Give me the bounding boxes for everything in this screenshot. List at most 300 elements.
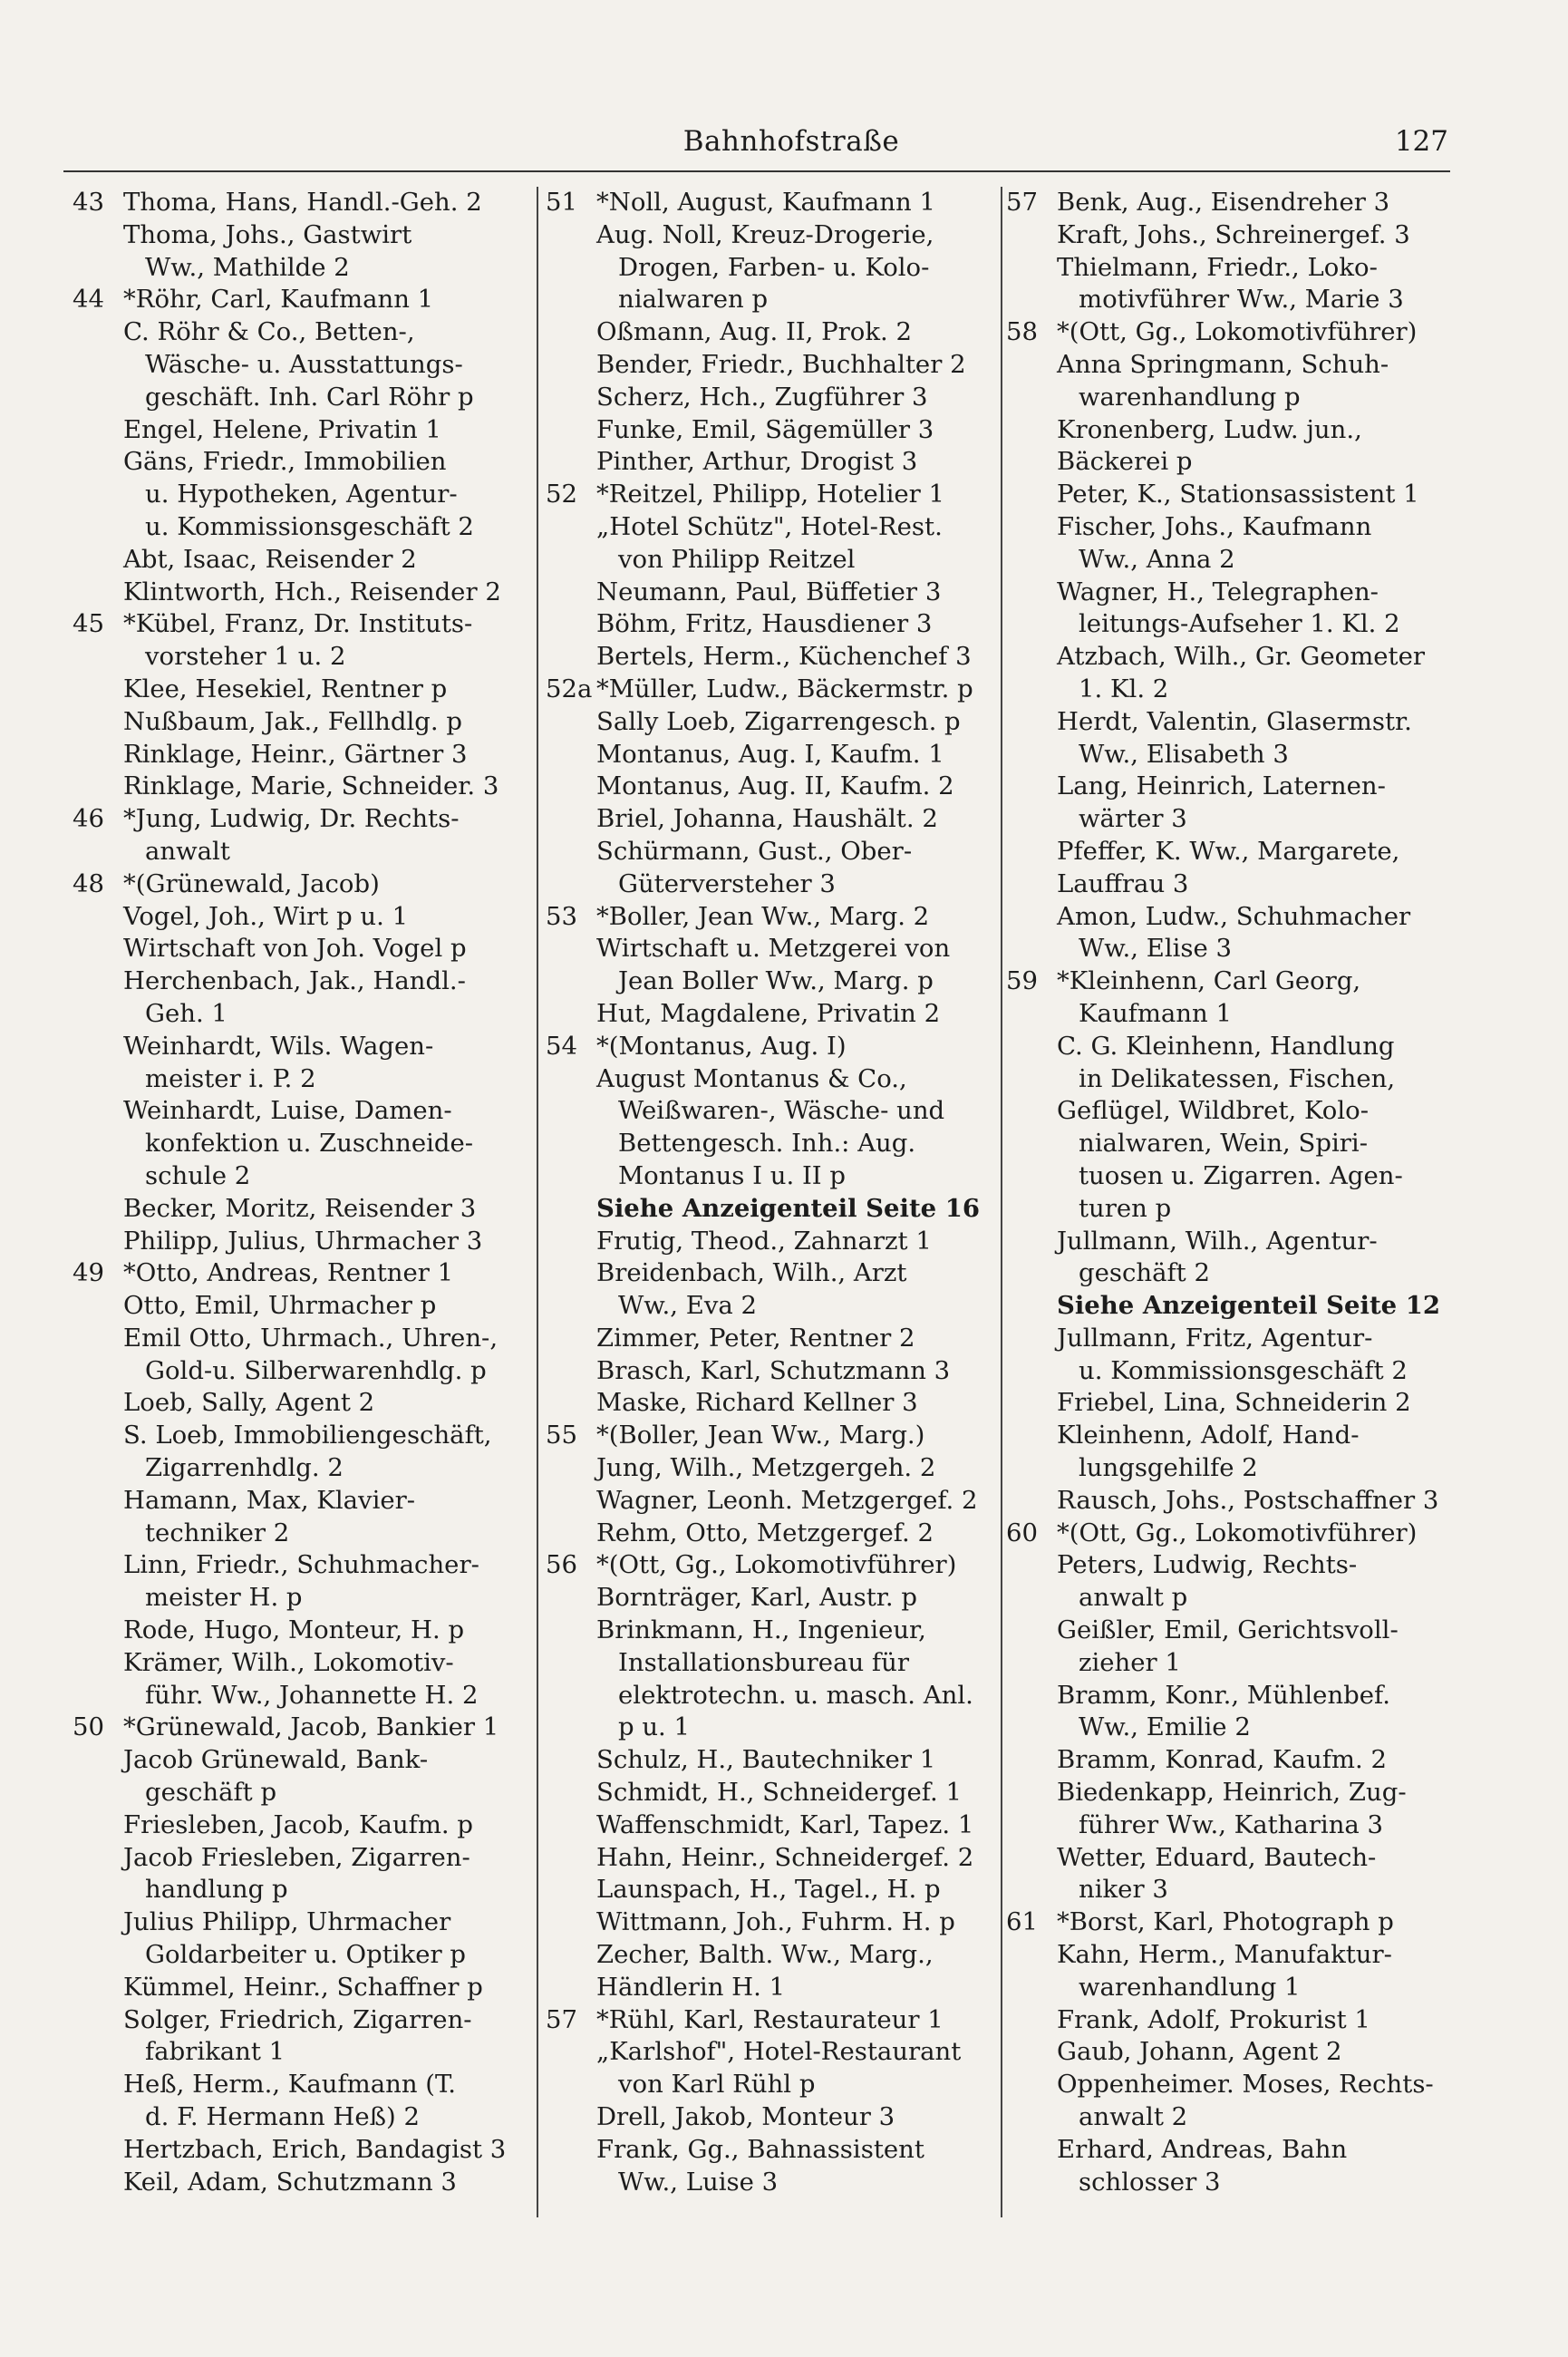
- directory-line: [1006, 187, 1459, 219]
- directory-line: [1006, 836, 1459, 868]
- entry-text: elektrotechn. u. masch. Anl.: [618, 1680, 973, 1710]
- entry-text: anwalt 2: [1079, 2102, 1188, 2132]
- directory-line: [73, 1128, 526, 1160]
- house-number: 49: [73, 1258, 104, 1288]
- directory-line: [73, 1615, 526, 1647]
- directory-line: [73, 1777, 526, 1809]
- directory-line: [73, 1452, 526, 1485]
- entry-text: Thoma, Hans, Handl.-Geh. 2: [123, 188, 482, 217]
- entry-text: tuosen u. Zigarren. Agen-: [1079, 1160, 1403, 1190]
- directory-line: [546, 836, 995, 868]
- directory-line: [73, 284, 526, 316]
- entry-text: p u. 1: [618, 1712, 691, 1742]
- directory-line: [73, 1226, 526, 1258]
- directory-line: [546, 446, 995, 479]
- entry-text: Zigarrenhdlg. 2: [145, 1453, 344, 1483]
- entry-text: schlosser 3: [1079, 2167, 1221, 2197]
- entry-text: Jullmann, Fritz, Agentur-: [1057, 1323, 1373, 1353]
- house-number: 57: [546, 2004, 577, 2034]
- directory-line: [73, 1874, 526, 1906]
- directory-line: [73, 1193, 526, 1226]
- entry-text: Funke, Emil, Sägemüller 3: [596, 414, 934, 444]
- directory-line: [1006, 1809, 1459, 1842]
- entry-text: Frank, Adolf, Prokurist 1: [1057, 2004, 1370, 2034]
- directory-line: [73, 2069, 526, 2101]
- entry-text: Rinklage, Heinr., Gärtner 3: [123, 739, 468, 769]
- directory-line: [73, 414, 526, 447]
- directory-line: [546, 1095, 995, 1128]
- entry-text: turen p: [1079, 1193, 1172, 1223]
- directory-line: [1006, 1323, 1459, 1355]
- entry-text: warenhandlung 1: [1079, 1972, 1301, 2002]
- entry-text: Biedenkapp, Heinrich, Zug-: [1057, 1778, 1407, 1808]
- entry-text: Ww., Emilie 2: [1079, 1712, 1251, 1742]
- entry-text: vorsteher 1 u. 2: [145, 642, 346, 672]
- house-number: 46: [73, 804, 104, 834]
- directory-line: [73, 965, 526, 998]
- directory-line: [1006, 1485, 1459, 1518]
- entry-text: warenhandlung p: [1079, 382, 1301, 412]
- entry-text: Weinhardt, Wils. Wagen-: [123, 1031, 434, 1061]
- entry-text: Güterversteher 3: [618, 868, 836, 898]
- directory-line: [73, 187, 526, 219]
- directory-line: [546, 316, 995, 349]
- entry-text: Aug. Noll, Kreuz-Drogerie,: [596, 219, 934, 249]
- entry-text: Briel, Johanna, Haushält. 2: [596, 804, 938, 834]
- entry-text: Anna Springmann, Schuh-: [1057, 349, 1389, 379]
- entry-text: meister i. P. 2: [145, 1063, 316, 1093]
- directory-line: [1006, 1420, 1459, 1452]
- directory-line: [73, 1680, 526, 1712]
- entry-text: *(Montanus, Aug. I): [596, 1031, 847, 1061]
- header-rule: [63, 170, 1450, 172]
- house-number: 55: [546, 1421, 577, 1450]
- entry-text: Lauffrau 3: [1057, 868, 1189, 898]
- directory-line: [1006, 2167, 1459, 2199]
- entry-text: Oppenheimer. Moses, Rechts-: [1057, 2070, 1434, 2100]
- entry-text: C. Röhr & Co., Betten-,: [123, 317, 415, 347]
- directory-line: [73, 1355, 526, 1388]
- directory-line: [1006, 1257, 1459, 1290]
- entry-text: wärter 3: [1079, 804, 1187, 834]
- directory-line: [546, 1387, 995, 1420]
- entry-text: Schmidt, H., Schneidergef. 1: [596, 1778, 962, 1808]
- entry-text: Friebel, Lina, Schneiderin 2: [1057, 1388, 1411, 1418]
- directory-line: [73, 1063, 526, 1096]
- entry-text: schule 2: [145, 1160, 251, 1190]
- entry-text: Wirtschaft von Joh. Vogel p: [123, 934, 467, 964]
- entry-text: Hut, Magdalene, Privatin 2: [596, 998, 941, 1028]
- directory-line: [73, 316, 526, 349]
- entry-text: *Jung, Ludwig, Dr. Rechts-: [123, 804, 460, 834]
- directory-line: [73, 1712, 526, 1744]
- directory-line: [1006, 706, 1459, 739]
- entry-text: Herchenbach, Jak., Handl.-: [123, 966, 466, 996]
- directory-line: [73, 1290, 526, 1323]
- entry-text: Klee, Hesekiel, Rentner p: [123, 674, 448, 703]
- entry-text: Frank, Gg., Bahnassistent: [596, 2134, 924, 2164]
- directory-line: [73, 1647, 526, 1680]
- entry-text: Breidenbach, Wilh., Arzt: [596, 1258, 907, 1288]
- directory-line: [73, 219, 526, 252]
- entry-text: Heß, Herm., Kaufmann (T.: [123, 2070, 457, 2100]
- directory-line: [73, 2167, 526, 2199]
- entry-text: u. Kommissionsgeschäft 2: [145, 511, 474, 541]
- entry-text: Drell, Jakob, Monteur 3: [596, 2102, 895, 2132]
- directory-line: [73, 868, 526, 901]
- entry-text: August Montanus & Co.,: [596, 1063, 907, 1093]
- directory-line: [546, 1518, 995, 1550]
- entry-text: Bender, Friedr., Buchhalter 2: [596, 349, 966, 379]
- directory-line: [1006, 1387, 1459, 1420]
- house-number: 48: [73, 868, 104, 898]
- directory-line: [546, 2167, 995, 2199]
- entry-text: S. Loeb, Immobiliengeschäft,: [123, 1421, 492, 1450]
- directory-line: [1006, 316, 1459, 349]
- directory-line: [1006, 252, 1459, 285]
- directory-line: [1006, 608, 1459, 641]
- entry-text: Bornträger, Karl, Austr. p: [596, 1583, 918, 1613]
- directory-line: [1006, 1128, 1459, 1160]
- entry-text: Waffenschmidt, Karl, Tapez. 1: [596, 1809, 974, 1839]
- directory-line: [1006, 2004, 1459, 2037]
- entry-text: *Kleinhenn, Carl Georg,: [1057, 966, 1361, 996]
- directory-line: [1006, 1549, 1459, 1582]
- directory-line: [73, 1518, 526, 1550]
- entry-text: Gäns, Friedr., Immobilien: [123, 447, 447, 477]
- entry-text: Händlerin H. 1: [596, 1972, 786, 2002]
- house-number: 60: [1006, 1518, 1038, 1547]
- entry-text: *(Grünewald, Jacob): [123, 868, 380, 898]
- directory-line: [546, 1031, 995, 1063]
- directory-line: [546, 868, 995, 901]
- directory-line: [73, 382, 526, 414]
- entry-text: Rehm, Otto, Metzgergef. 2: [596, 1518, 934, 1547]
- house-number: 52: [546, 480, 577, 509]
- entry-text: Wagner, Leonh. Metzgergef. 2: [596, 1485, 978, 1515]
- entry-text: Neumann, Paul, Büffetier 3: [596, 577, 942, 606]
- directory-line: [546, 382, 995, 414]
- entry-text: Zimmer, Peter, Rentner 2: [596, 1323, 915, 1353]
- directory-line: [73, 1420, 526, 1452]
- entry-text: Sally Loeb, Zigarrengesch. p: [596, 706, 961, 736]
- entry-text: Maske, Richard Kellner 3: [596, 1388, 918, 1418]
- directory-line: [1006, 1647, 1459, 1680]
- house-number: 52a: [546, 674, 593, 703]
- entry-text: Siehe Anzeigenteil Seite 12: [1057, 1291, 1440, 1321]
- entry-text: *Boller, Jean Ww., Marg. 2: [596, 901, 930, 931]
- entry-text: Erhard, Andreas, Bahn: [1057, 2134, 1348, 2164]
- entry-text: Bramm, Konrad, Kaufm. 2: [1057, 1745, 1387, 1775]
- entry-text: Frutig, Theod., Zahnarzt 1: [596, 1226, 932, 1256]
- entry-text: Oßmann, Aug. II, Prok. 2: [596, 317, 913, 347]
- street-title: Bahnhofstraße: [682, 125, 900, 158]
- entry-text: Nußbaum, Jak., Fellhdlg. p: [123, 706, 462, 736]
- directory-line: [546, 187, 995, 219]
- entry-text: Geh. 1: [145, 998, 227, 1028]
- directory-line: [546, 674, 995, 706]
- entry-text: in Delikatessen, Fischen,: [1079, 1063, 1396, 1093]
- directory-line: [546, 1615, 995, 1647]
- entry-text: *Müller, Ludw., Bäckermstr. p: [596, 674, 973, 703]
- entry-text: *Grünewald, Jacob, Bankier 1: [123, 1712, 499, 1742]
- entry-text: Siehe Anzeigenteil Seite 16: [596, 1193, 980, 1223]
- directory-line: [546, 1582, 995, 1615]
- entry-text: Böhm, Fritz, Hausdiener 3: [596, 609, 933, 639]
- directory-line: [546, 1193, 995, 1226]
- entry-text: Montanus, Aug. I, Kaufm. 1: [596, 739, 944, 769]
- directory-line: [1006, 1939, 1459, 1972]
- directory-line: [73, 771, 526, 803]
- house-number: 59: [1006, 966, 1038, 996]
- entry-text: *Kübel, Franz, Dr. Instituts-: [123, 609, 473, 639]
- entry-text: Kronenberg, Ludw. jun.,: [1057, 414, 1362, 444]
- directory-line: [1006, 965, 1459, 998]
- entry-text: Fischer, Johs., Kaufmann: [1057, 511, 1372, 541]
- directory-line: [1006, 1452, 1459, 1485]
- entry-text: geschäft 2: [1079, 1258, 1210, 1288]
- directory-line: [546, 1647, 995, 1680]
- directory-line: [1006, 1518, 1459, 1550]
- entry-text: *Borst, Karl, Photograph p: [1057, 1907, 1394, 1937]
- directory-line: [546, 1128, 995, 1160]
- entry-text: Installationsbureau für: [618, 1647, 909, 1677]
- directory-line: [546, 544, 995, 577]
- directory-line: [546, 2134, 995, 2167]
- entry-text: Drogen, Farben- u. Kolo-: [618, 252, 930, 282]
- directory-line: [73, 901, 526, 934]
- directory-line: [1006, 1226, 1459, 1258]
- entry-text: Launspach, H., Tagel., H. p: [596, 1875, 941, 1905]
- entry-text: Zecher, Balth. Ww., Marg.,: [596, 1940, 934, 1970]
- entry-text: techniker 2: [145, 1518, 290, 1547]
- directory-line: [1006, 1615, 1459, 1647]
- directory-line: [546, 1355, 995, 1388]
- directory-line: [1006, 349, 1459, 382]
- directory-line: [73, 1160, 526, 1193]
- directory-line: [546, 511, 995, 544]
- entry-text: Julius Philipp, Uhrmacher: [123, 1907, 451, 1937]
- directory-line: [1006, 2069, 1459, 2101]
- directory-line: [546, 1420, 995, 1452]
- directory-line: [1006, 2134, 1459, 2167]
- directory-line: [546, 901, 995, 934]
- entry-text: Bäckerei p: [1057, 447, 1193, 477]
- directory-line: [73, 1842, 526, 1875]
- directory-line: [546, 1777, 995, 1809]
- entry-text: Abt, Isaac, Reisender 2: [123, 544, 417, 574]
- entry-text: fabrikant 1: [145, 2037, 286, 2067]
- directory-line: [1006, 1160, 1459, 1193]
- entry-text: Jean Boller Ww., Marg. p: [618, 966, 934, 996]
- directory-line: [546, 1160, 995, 1193]
- directory-line: [1006, 803, 1459, 836]
- entry-text: Ww., Mathilde 2: [145, 252, 350, 282]
- entry-text: Jullmann, Wilh., Agentur-: [1057, 1226, 1378, 1256]
- entry-text: nialwaren p: [618, 285, 769, 315]
- directory-line: [73, 2004, 526, 2037]
- directory-line: [546, 1485, 995, 1518]
- directory-line: [546, 284, 995, 316]
- entry-text: konfektion u. Zuschneide-: [145, 1129, 474, 1159]
- directory-line: [1006, 1712, 1459, 1744]
- directory-line: [546, 577, 995, 609]
- directory-line: [546, 803, 995, 836]
- entry-text: u. Hypotheken, Agentur-: [145, 480, 458, 509]
- directory-line: [73, 1744, 526, 1777]
- directory-line: [73, 1257, 526, 1290]
- entry-text: Bertels, Herm., Küchenchef 3: [596, 642, 972, 672]
- entry-text: d. F. Hermann Heß) 2: [145, 2102, 420, 2132]
- directory-line: [73, 674, 526, 706]
- directory-line: [73, 252, 526, 285]
- entry-text: Scherz, Hch., Zugführer 3: [596, 382, 928, 412]
- directory-line: [1006, 1355, 1459, 1388]
- entry-text: führ. Ww., Johannette H. 2: [145, 1680, 479, 1710]
- entry-text: Kahn, Herm., Manufaktur-: [1057, 1940, 1392, 1970]
- directory-line: [73, 1939, 526, 1972]
- entry-text: Ww., Elise 3: [1079, 934, 1233, 964]
- entry-text: Hahn, Heinr., Schneidergef. 2: [596, 1842, 974, 1872]
- entry-text: Rausch, Johs., Postschaffner 3: [1057, 1485, 1439, 1515]
- directory-line: [1006, 1842, 1459, 1875]
- directory-line: [1006, 446, 1459, 479]
- entry-text: Loeb, Sally, Agent 2: [123, 1388, 375, 1418]
- entry-text: Bramm, Konr., Mühlenbef.: [1057, 1680, 1390, 1710]
- entry-text: Ww., Luise 3: [618, 2167, 779, 2197]
- entry-text: Lang, Heinrich, Laternen-: [1057, 771, 1386, 801]
- directory-line: [73, 739, 526, 771]
- entry-text: Jacob Grünewald, Bank-: [123, 1745, 429, 1775]
- directory-line: [1006, 1680, 1459, 1712]
- entry-text: Jung, Wilh., Metzgergeh. 2: [596, 1453, 936, 1483]
- directory-line: [1006, 382, 1459, 414]
- house-number: 53: [546, 901, 577, 931]
- directory-line: [1006, 1031, 1459, 1063]
- directory-line: [546, 1680, 995, 1712]
- directory-line: [546, 706, 995, 739]
- entry-text: Montanus, Aug. II, Kaufm. 2: [596, 771, 954, 801]
- entry-text: lungsgehilfe 2: [1079, 1453, 1258, 1483]
- entry-text: Ww., Elisabeth 3: [1079, 739, 1289, 769]
- entry-text: *Reitzel, Philipp, Hotelier 1: [596, 480, 945, 509]
- directory-line: [1006, 479, 1459, 511]
- directory-line: [1006, 1063, 1459, 1096]
- directory-line: [73, 1387, 526, 1420]
- directory-line: [1006, 284, 1459, 316]
- entry-text: Kaufmann 1: [1079, 998, 1232, 1028]
- entry-text: Hamann, Max, Klavier-: [123, 1485, 416, 1515]
- directory-line: [1006, 2101, 1459, 2134]
- directory-line: [1006, 219, 1459, 252]
- house-number: 57: [1006, 188, 1038, 217]
- entry-text: Montanus I u. II p: [618, 1160, 847, 1190]
- directory-line: [546, 1226, 995, 1258]
- directory-line: [1006, 1777, 1459, 1809]
- entry-text: Emil Otto, Uhrmach., Uhren-,: [123, 1323, 498, 1353]
- directory-line: [73, 511, 526, 544]
- entry-text: Amon, Ludw., Schuhmacher: [1057, 901, 1411, 931]
- directory-line: [1006, 1290, 1459, 1323]
- house-number: 43: [73, 188, 104, 217]
- directory-line: [1006, 2036, 1459, 2069]
- directory-line: [73, 577, 526, 609]
- directory-line: [73, 1972, 526, 2004]
- directory-line: [1006, 771, 1459, 803]
- entry-text: Hertzbach, Erich, Bandagist 3: [123, 2134, 507, 2164]
- directory-line: [73, 1809, 526, 1842]
- entry-text: Wäsche- u. Ausstattungs-: [145, 349, 463, 379]
- directory-line: [1006, 674, 1459, 706]
- directory-line: [1006, 998, 1459, 1031]
- entry-text: nialwaren, Wein, Spiri-: [1079, 1129, 1369, 1159]
- directory-line: [73, 836, 526, 868]
- entry-text: Vogel, Joh., Wirt p u. 1: [123, 901, 409, 931]
- directory-line: [73, 446, 526, 479]
- directory-line: [546, 1323, 995, 1355]
- entry-text: Ww., Anna 2: [1079, 544, 1235, 574]
- house-number: 50: [73, 1712, 104, 1742]
- entry-text: motivführer Ww., Marie 3: [1079, 285, 1404, 315]
- entry-text: Bettengesch. Inh.: Aug.: [618, 1129, 916, 1159]
- entry-text: Jacob Friesleben, Zigarren-: [123, 1842, 470, 1872]
- directory-line: [1006, 901, 1459, 934]
- entry-text: Rode, Hugo, Monteur, H. p: [123, 1615, 465, 1645]
- entry-text: Benk, Aug., Eisendreher 3: [1057, 188, 1390, 217]
- directory-line: [1006, 511, 1459, 544]
- entry-text: niker 3: [1079, 1875, 1168, 1905]
- directory-line: [73, 349, 526, 382]
- entry-text: Weinhardt, Luise, Damen-: [123, 1096, 452, 1126]
- directory-line: [546, 1874, 995, 1906]
- entry-text: Peter, K., Stationsassistent 1: [1057, 480, 1419, 509]
- page-number: 127: [1394, 125, 1448, 158]
- entry-text: Herdt, Valentin, Glasermstr.: [1057, 706, 1412, 736]
- entry-text: Kleinhenn, Adolf, Hand-: [1057, 1421, 1360, 1450]
- entry-text: geschäft. Inh. Carl Röhr p: [145, 382, 474, 412]
- directory-line: [1006, 1972, 1459, 2004]
- entry-text: *(Ott, Gg., Lokomotivführer): [1057, 1518, 1418, 1547]
- directory-line: [546, 1906, 995, 1939]
- directory-line: [546, 2036, 995, 2069]
- entry-text: Keil, Adam, Schutzmann 3: [123, 2167, 457, 2197]
- directory-line: [546, 1452, 995, 1485]
- directory-line: [73, 1549, 526, 1582]
- directory-line: [73, 608, 526, 641]
- entry-text: *Otto, Andreas, Rentner 1: [123, 1258, 454, 1288]
- entry-text: Goldarbeiter u. Optiker p: [145, 1940, 466, 1970]
- entry-text: C. G. Kleinhenn, Handlung: [1057, 1031, 1395, 1061]
- directory-line: [546, 771, 995, 803]
- entry-text: Kraft, Johs., Schreinergef. 3: [1057, 219, 1410, 249]
- house-number: 61: [1006, 1907, 1038, 1937]
- column-divider: [1001, 187, 1002, 2217]
- entry-text: Becker, Moritz, Reisender 3: [123, 1193, 477, 1223]
- directory-line: [546, 349, 995, 382]
- directory-line: [73, 479, 526, 511]
- directory-line: [1006, 739, 1459, 771]
- directory-line: [546, 739, 995, 771]
- directory-line: [73, 998, 526, 1031]
- directory-line: [546, 1809, 995, 1842]
- entry-text: Klintworth, Hch., Reisender 2: [123, 577, 501, 606]
- house-number: 58: [1006, 317, 1038, 347]
- entry-text: *Rühl, Karl, Restaurateur 1: [596, 2004, 944, 2034]
- entry-text: Thoma, Johs., Gastwirt: [123, 219, 412, 249]
- directory-line: [1006, 544, 1459, 577]
- entry-text: *(Ott, Gg., Lokomotivführer): [1057, 317, 1418, 347]
- entry-text: 1. Kl. 2: [1079, 674, 1169, 703]
